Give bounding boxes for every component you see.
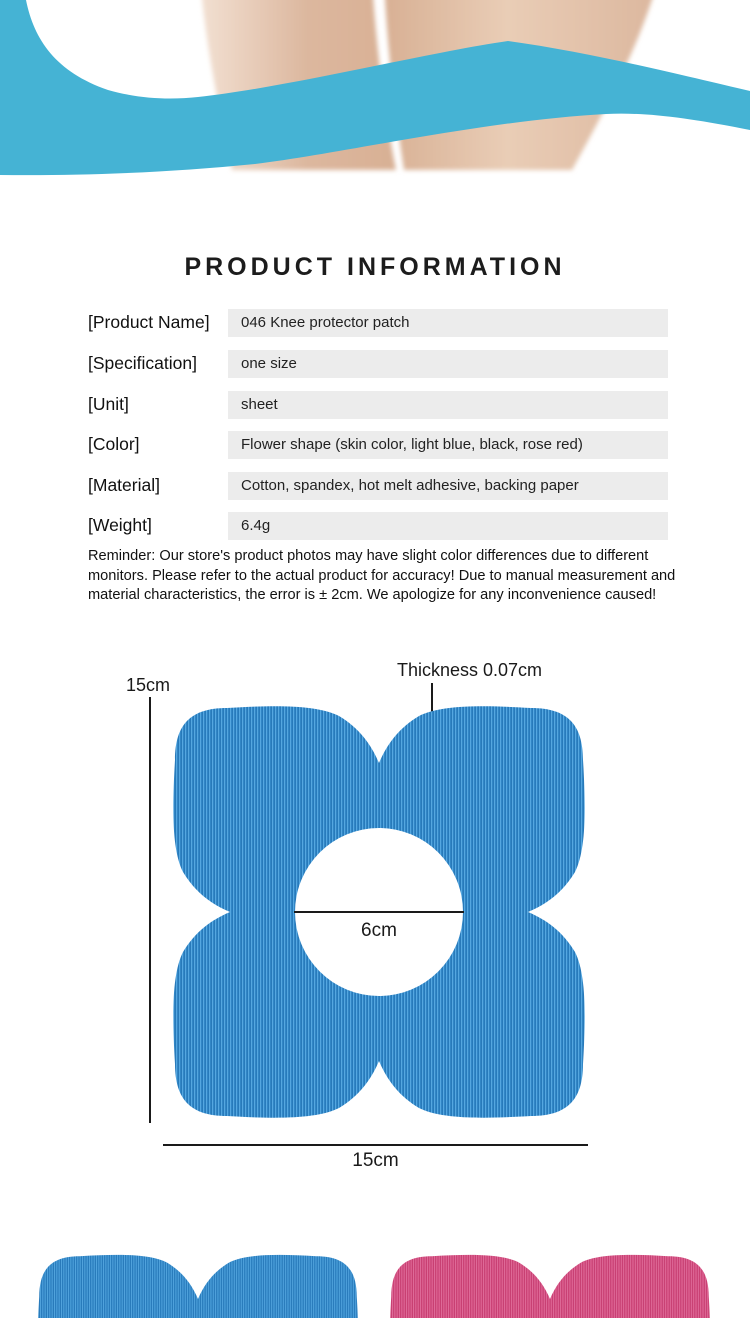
hole-diameter-line <box>294 911 464 913</box>
spec-value: 6.4g <box>228 512 668 540</box>
height-dimension-label: 15cm <box>126 675 171 695</box>
spec-row-specification <box>88 350 668 378</box>
page-title: PRODUCT INFORMATION <box>184 253 566 281</box>
spec-value: one size <box>228 350 668 378</box>
spec-row-unit <box>88 391 668 419</box>
spec-label: [Color] <box>88 434 140 454</box>
spec-label: [Material] <box>88 475 160 495</box>
spec-row-product-name <box>88 309 668 337</box>
spec-row-color <box>88 431 668 459</box>
reminder-note: Reminder: Our store's product photos may have slight color differences due to different monitors. Please refer to the actual product for accuracy! Due to manual measurement and material characteristics, the error is ± 2cm. We apologize for any inconvenience caused! <box>88 548 676 603</box>
height-dimension-line <box>149 697 151 1123</box>
spec-row-material <box>88 472 668 500</box>
light-blue-patch-image <box>33 1250 363 1318</box>
rose-red-patch-image <box>385 1250 715 1318</box>
width-dimension-line <box>163 1144 588 1146</box>
spec-value: Flower shape (skin color, light blue, black, rose red) <box>228 431 668 459</box>
spec-label: [Unit] <box>88 394 129 414</box>
spec-label: [Product Name] <box>88 312 210 332</box>
spec-label: [Weight] <box>88 515 152 535</box>
spec-label: [Specification] <box>88 353 197 373</box>
hole-diameter-label: 6cm <box>361 920 397 941</box>
light-blue-patch-preview <box>33 1250 363 1318</box>
spec-value: sheet <box>228 391 668 419</box>
thickness-label: Thickness 0.07cm <box>397 660 543 680</box>
spec-row-weight <box>88 512 668 540</box>
rose-red-patch-preview <box>385 1250 715 1318</box>
hero-photo-graphic <box>0 0 750 215</box>
width-dimension-label: 15cm <box>352 1150 399 1171</box>
hero-photo <box>0 0 750 215</box>
spec-value: 046 Knee protector patch <box>228 309 668 337</box>
spec-value: Cotton, spandex, hot melt adhesive, backing paper <box>228 472 668 500</box>
